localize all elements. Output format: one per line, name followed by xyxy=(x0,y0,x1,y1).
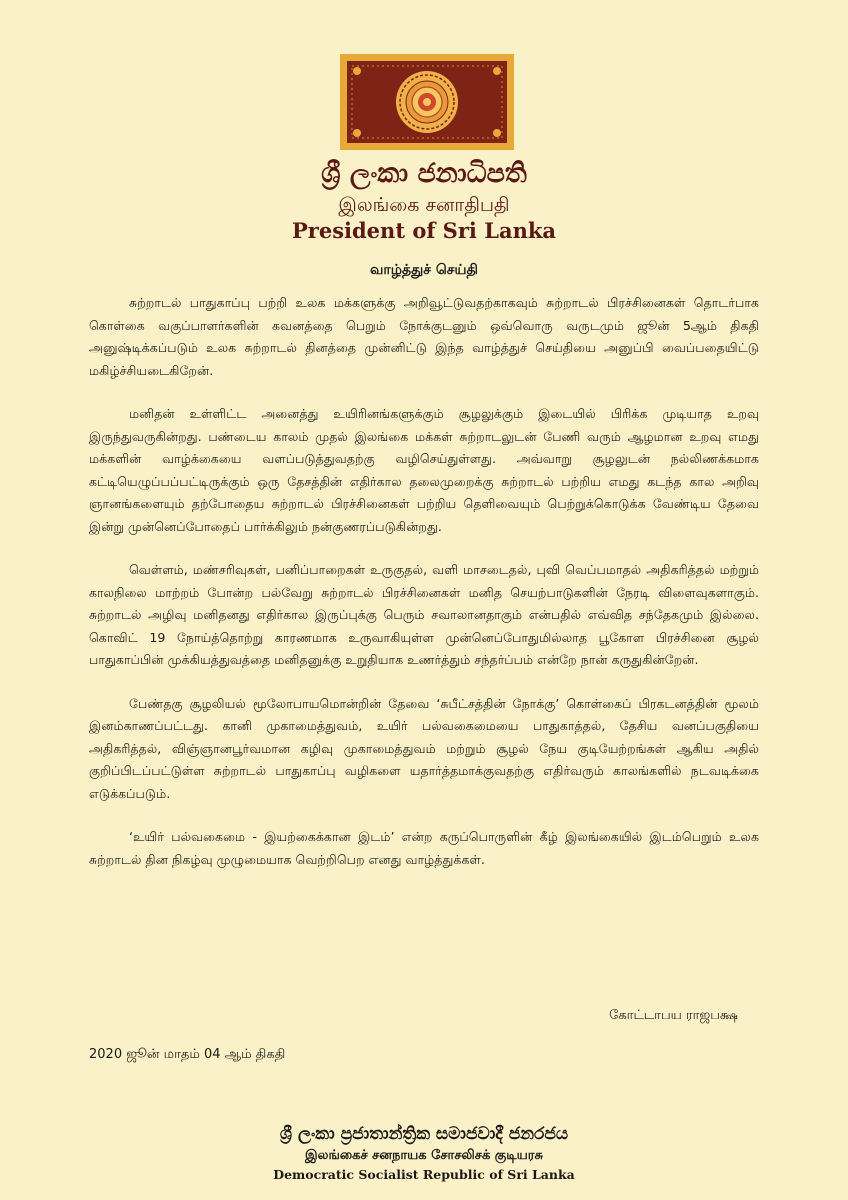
paragraph: சுற்றாடல் பாதுகாப்பு பற்றி உலக மக்களுக்கு அறிவூட்டுவதற்காகவும் சுற்றாடல் பிரச்சினைகள் தொடர்பாக கொள்கை வகுப்பாளர்களின் கவனத்தை பெறும் நோக்குடனும் ஒவ்வொரு வருடமும் ஜூன் 5ஆம் திகதி அனுஷ்டிக்கப்படும் உலக சுற்றாடல் தினத்தை முன்னிட்டு இந்த வாழ்த்துச் செய்தியை அனுப்பி வைப்பதையிட்டு மகிழ்ச்சியடைகிறேன். xyxy=(89,295,759,378)
header-english-title: President of Sri Lanka xyxy=(291,218,556,243)
footer-english: Democratic Socialist Republic of Sri Lanka xyxy=(273,1167,575,1182)
footer-tamil: இலங்கைச் சனநாயக சோசலிசக் குடியரசு xyxy=(305,1148,543,1163)
header-tamil-title: இலங்கை சனாதிபதி xyxy=(338,194,510,216)
header-sinhala-title: ශ්‍රී ලංකා ජනාධිපති xyxy=(321,158,527,189)
footer-sinhala: ශ්‍රී ලංකා ප්‍රජාතාන්ත්‍රික සමාජවාදී ජනරජය xyxy=(279,1124,569,1144)
signature-name: கோட்டாபய ராஜபக்ஷ xyxy=(609,1008,738,1023)
paragraph: மனிதன் உள்ளிட்ட அனைத்து உயிரினங்களுக்கும் சூழலுக்கும் இடையில் பிரிக்க முடியாத உறவு இருந்துவருகின்றது. பண்டைய காலம் முதல் இலங்கை மக்கள் சுற்றாடலுடன் பேணி வரும் ஆழமான உறவு எமது மக்களின் வாழ்க்கையை வளப்படுத்துவதற்கு வழிசெய்துள்ளது. அவ்வாறு சூழலுடன் நல்லிணக்கமாக கட்டியெழுப்பப்பட்டிருக்கும் ஒரு தேசத்தின் எதிர்கால தலைமுறைக்கு சுற்றாடல் பற்றிய எமது கடந்த கால அறிவு ஞானங்களையும் தற்போதைய சுற்றாடல் பிரச்சினைகள் பற்றிய தெளிவையும் பெற்றுக்கொடுக்க வேண்டிய தேவை இன்று முன்னெப்போதைப் பார்க்கிலும் நன்குணரப்படுகின்றது. xyxy=(89,406,759,534)
paragraph: வெள்ளம், மண்சரிவுகள், பனிப்பாறைகள் உருகுதல், வளி மாசடைதல், புவி வெப்பமாதல் அதிகரித்தல் மற்றும் காலநிலை மாற்றம் போன்ற பல்வேறு சுற்றாடல் பிரச்சினைகள் மனித செயற்பாடுகளின் நேரடி விளைவுகளாகும். சுற்றாடல் அழிவு மனிதனது எதிர்கால இருப்புக்கு பெரும் சவாலானதாகும் என்பதில் எவ்வித சந்தேகமும் இல்லை. கொவிட் 19 நோய்த்தொற்று காரணமாக உருவாகியுள்ள முன்னெப்போதுமில்லாத பூகோள பிரச்சினை சூழல் பாதுகாப்பின் முக்கியத்துவத்தை மனிதனுக்கு உறுதியாக உணர்த்தும் சந்தர்ப்பம் என்றே நான் கருதுகின்றேன். xyxy=(89,562,759,667)
message-body xyxy=(89,292,759,892)
letter-date: 2020 ஜூன் மாதம் 04 ஆம் திகதி xyxy=(89,1047,286,1062)
presidential-flag-emblem xyxy=(340,54,514,150)
paragraph: பேண்தகு சூழலியல் மூலோபாயமொன்றின் தேவை ‘சுபீட்சத்தின் நோக்கு’ கொள்கைப் பிரகடனத்தின் மூலம் இனம்காணப்பட்டது. கானி முகாமைத்துவம், உயிர் பல்வகைமையை பாதுகாத்தல், தேசிய வனப்பகுதியை அதிகரித்தல், விஞ்ஞானபூர்வமான கழிவு முகாமைத்துவம் மற்றும் சூழல் நேய குடியேற்றங்கள் ஆகிய அதில் குறிப்பிடப்பட்டுள்ள சுற்றாடல் பாதுகாப்பு வழிகளை யதார்த்தமாக்குவதற்கு எதிர்வரும் காலங்களில் நடவடிக்கை எடுக்கப்படும். xyxy=(89,695,759,801)
flag-icon xyxy=(340,54,514,150)
paragraph: ‘உயிர் பல்வகைமை - இயற்கைக்கான இடம்’ என்ற கருப்பொருளின் கீழ் இலங்கையில் இடம்பெறும் உலக சுற்றாடல் தின நிகழ்வு முழுமையாக வெற்றிபெற எனது வாழ்த்துக்கள். xyxy=(89,829,759,867)
document-title: வாழ்த்துச் செய்தி xyxy=(370,262,478,278)
